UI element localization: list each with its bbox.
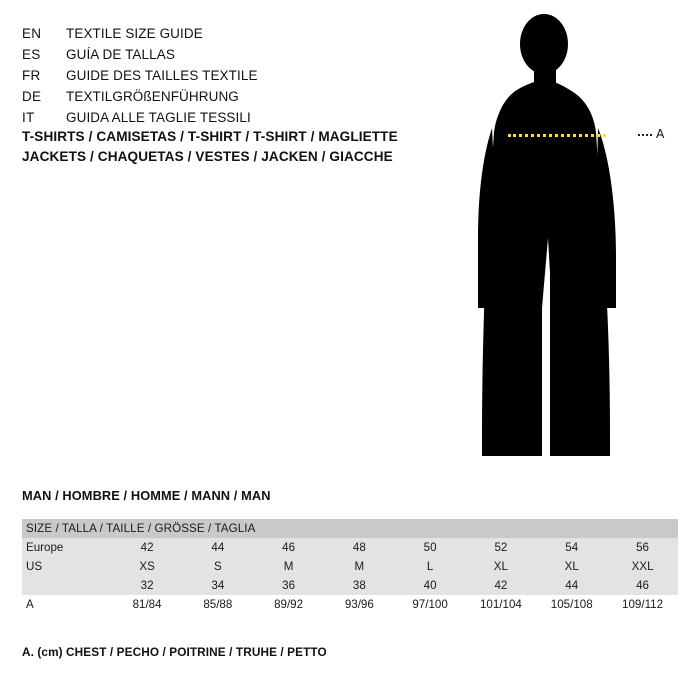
cell: 44 — [182, 538, 253, 557]
cell: 101/104 — [465, 595, 536, 614]
cell: 40 — [395, 576, 466, 595]
cell: XXL — [607, 557, 678, 576]
man-silhouette — [470, 8, 690, 468]
language-row — [22, 47, 452, 66]
chest-measure-leader — [638, 134, 652, 137]
cell: 46 — [253, 538, 324, 557]
cell: 89/92 — [253, 595, 324, 614]
table-row — [22, 576, 678, 595]
cell: 32 — [112, 576, 183, 595]
language-row — [22, 68, 452, 87]
language-code: FR — [22, 68, 41, 83]
language-code: DE — [22, 89, 42, 104]
cell: 48 — [324, 538, 395, 557]
table-header-row — [22, 519, 678, 538]
language-title: GUIDA ALLE TAGLIE TESSILI — [66, 110, 251, 125]
cell: L — [395, 557, 466, 576]
section-heading-man: MAN / HOMBRE / HOMME / MANN / MAN — [22, 488, 271, 503]
cell: 50 — [395, 538, 466, 557]
language-title: TEXTILGRÖßENFÜHRUNG — [66, 89, 239, 104]
cell: 46 — [607, 576, 678, 595]
cell: 44 — [536, 576, 607, 595]
cell: S — [182, 557, 253, 576]
row-label: US — [22, 557, 112, 576]
language-title: GUÍA DE TALLAS — [66, 47, 175, 62]
language-title: TEXTILE SIZE GUIDE — [66, 26, 203, 41]
cell: 105/108 — [536, 595, 607, 614]
size-table — [22, 519, 678, 614]
language-code: EN — [22, 26, 42, 41]
language-code: ES — [22, 47, 41, 62]
language-title: GUIDE DES TAILLES TEXTILE — [66, 68, 258, 83]
chest-measure-label: A — [656, 127, 665, 141]
table-row — [22, 595, 678, 614]
cell: 85/88 — [182, 595, 253, 614]
cell: 93/96 — [324, 595, 395, 614]
language-code: IT — [22, 110, 35, 125]
category-line-tshirts: T-SHIRTS / CAMISETAS / T-SHIRT / T-SHIRT / MAGLIETTE — [22, 129, 398, 144]
cell: XS — [112, 557, 183, 576]
cell: 52 — [465, 538, 536, 557]
cell: 109/112 — [607, 595, 678, 614]
cell: 56 — [607, 538, 678, 557]
table-row — [22, 538, 678, 557]
cell: 36 — [253, 576, 324, 595]
language-row — [22, 89, 452, 108]
row-label: Europe — [22, 538, 112, 557]
category-block — [22, 127, 492, 167]
cell: XL — [536, 557, 607, 576]
table-header-label: SIZE / TALLA / TAILLE / GRÖSSE / TAGLIA — [22, 519, 678, 538]
cell: 38 — [324, 576, 395, 595]
cell: M — [324, 557, 395, 576]
cell: 42 — [112, 538, 183, 557]
cell: 34 — [182, 576, 253, 595]
cell: 81/84 — [112, 595, 183, 614]
language-row — [22, 26, 452, 45]
cell: M — [253, 557, 324, 576]
cell: XL — [465, 557, 536, 576]
row-label: A — [22, 595, 112, 614]
cell: 97/100 — [395, 595, 466, 614]
cell: 42 — [465, 576, 536, 595]
category-line-jackets: JACKETS / CHAQUETAS / VESTES / JACKEN / GIACCHE — [22, 149, 393, 164]
footnote-chest: A. (cm) CHEST / PECHO / POITRINE / TRUHE / PETTO — [22, 645, 327, 659]
chest-measure-line — [508, 134, 606, 140]
language-header-block — [22, 26, 452, 131]
table-row — [22, 557, 678, 576]
cell: 54 — [536, 538, 607, 557]
row-label — [22, 576, 112, 595]
